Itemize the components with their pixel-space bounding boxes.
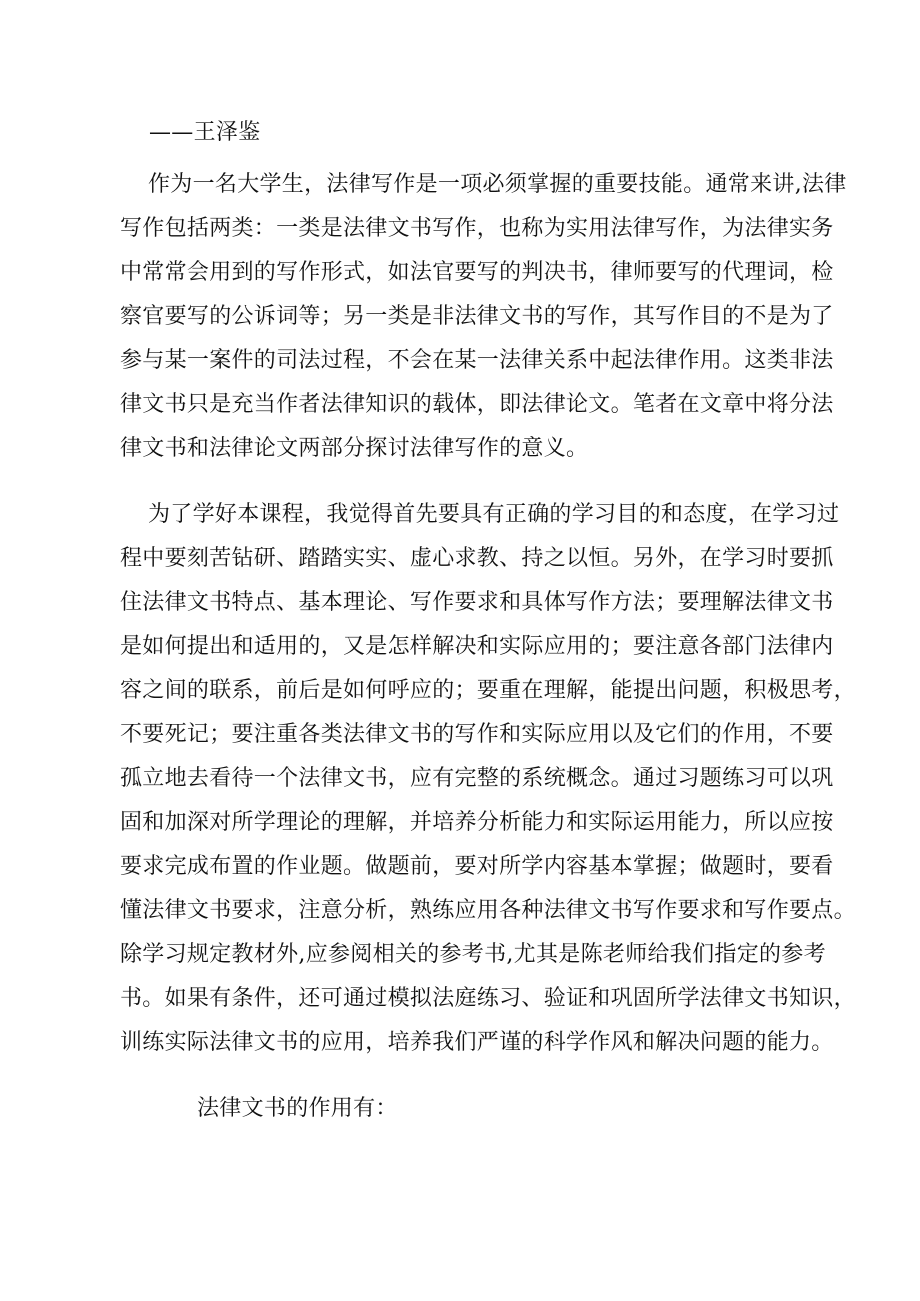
paragraph-1-line: 中常常会用到的写作形式，如法官要写的判决书，律师要写的代理词，检 — [120, 260, 834, 285]
paragraph-2-line: 是如何提出和适用的，又是怎样解决和实际应用的；要注意各部门法律内 — [120, 634, 834, 659]
paragraph-2-line: 训练实际法律文书的应用，培养我们严谨的科学作风和解决问题的能力。 — [120, 1030, 834, 1055]
paragraph-2-line: 不要死记；要注重各类法律文书的写作和实际应用以及它们的作用，不要 — [120, 722, 834, 747]
paragraph-2-line: 除学习规定教材外,应参阅相关的参考书,尤其是陈老师给我们指定的参考 — [120, 942, 826, 967]
paragraph-2-line: 懂法律文书要求，注意分析，熟练应用各种法律文书写作要求和写作要点。 — [120, 898, 856, 923]
paragraph-1-line: 律文书只是充当作者法律知识的载体，即法律论文。笔者在文章中将分法 — [120, 392, 834, 417]
paragraph-1-line: 察官要写的公诉词等；另一类是非法律文书的写作，其写作目的不是为了 — [120, 304, 834, 329]
paragraph-2-line: 固和加深对所学理论的理解，并培养分析能力和实际运用能力，所以应按 — [120, 810, 834, 835]
paragraph-2-line: 要求完成布置的作业题。做题前，要对所学内容基本掌握；做题时，要看 — [120, 854, 834, 879]
paragraph-2-line: 书。如果有条件，还可通过模拟法庭练习、验证和巩固所学法律文书知识， — [120, 986, 856, 1011]
paragraph-2-line: 容之间的联系，前后是如何呼应的；要重在理解，能提出问题，积极思考， — [120, 678, 856, 703]
paragraph-1-line: 写作包括两类：一类是法律文书写作，也称为实用法律写作，为法律实务 — [120, 216, 834, 241]
paragraph-2-line: 住法律文书特点、基本理论、写作要求和具体写作方法；要理解法律文书 — [120, 590, 834, 615]
paragraph-2-line: 为了学好本课程，我觉得首先要具有正确的学习目的和态度，在学习过 — [148, 502, 840, 527]
section-heading: 法律文书的作用有： — [197, 1096, 398, 1121]
paragraph-1-line: 律文书和法律论文两部分探讨法律写作的意义。 — [120, 436, 589, 461]
paragraph-2-line: 程中要刻苦钻研、踏踏实实、虚心求教、持之以恒。另外，在学习时要抓 — [120, 546, 834, 571]
paragraph-2-line: 孤立地去看待一个法律文书，应有完整的系统概念。通过习题练习可以巩 — [120, 766, 834, 791]
paragraph-1-line: 参与某一案件的司法过程，不会在某一法律关系中起法律作用。这类非法 — [120, 348, 834, 373]
author-line: ——王泽鉴 — [149, 120, 261, 145]
paragraph-1-line: 作为一名大学生，法律写作是一项必须掌握的重要技能。通常来讲,法律 — [148, 172, 847, 197]
